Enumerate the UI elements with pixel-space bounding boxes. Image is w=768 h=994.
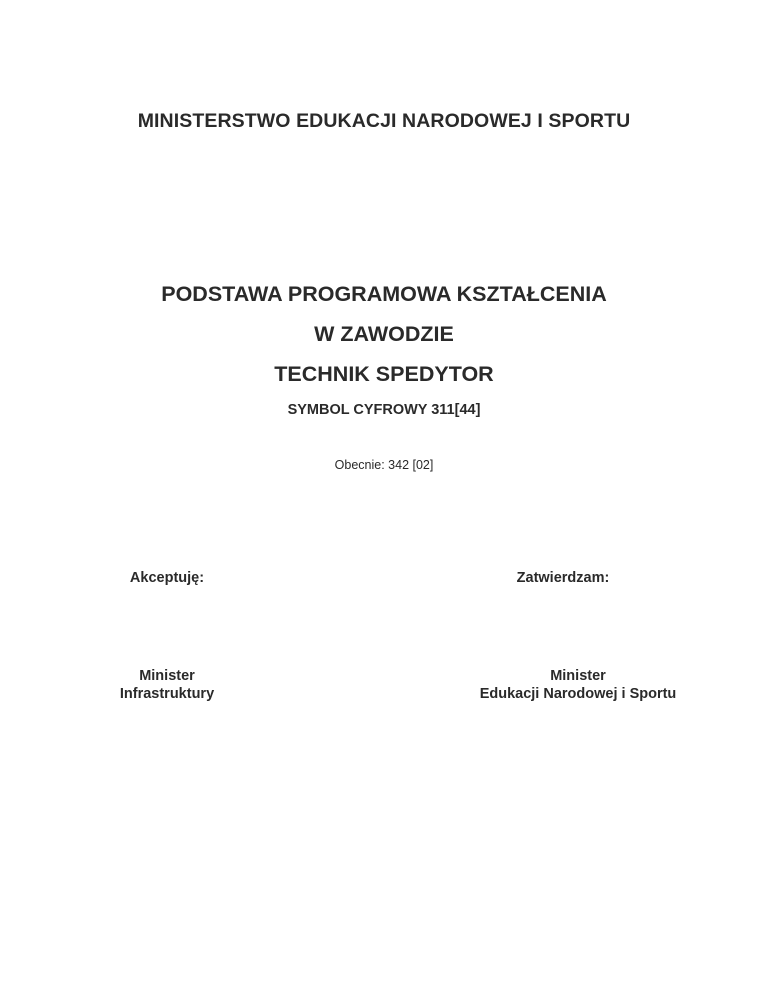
profession-name: TECHNIK SPEDYTOR bbox=[274, 362, 494, 386]
document-title-line-1: PODSTAWA PROGRAMOWA KSZTAŁCENIA bbox=[161, 282, 607, 306]
signatory-left-title: Minister bbox=[139, 668, 195, 684]
document-title-line-2: W ZAWODZIE bbox=[314, 322, 454, 346]
approve-heading: Zatwierdzam: bbox=[516, 570, 610, 586]
profession-symbol: SYMBOL CYFROWY 311[44] bbox=[287, 402, 481, 418]
accept-heading: Akceptuję: bbox=[129, 570, 205, 586]
signatory-education bbox=[428, 667, 728, 703]
ministry-heading: MINISTERSTWO EDUKACJI NARODOWEJ I SPORTU bbox=[137, 110, 631, 132]
signatory-right-ministry: Edukacji Narodowej i Sportu bbox=[479, 686, 677, 702]
signatory-infrastructure bbox=[92, 667, 242, 703]
current-symbol-note: Obecnie: 342 [02] bbox=[334, 458, 434, 472]
signatory-right-title: Minister bbox=[550, 668, 606, 684]
signatory-left-ministry: Infrastruktury bbox=[119, 686, 215, 702]
